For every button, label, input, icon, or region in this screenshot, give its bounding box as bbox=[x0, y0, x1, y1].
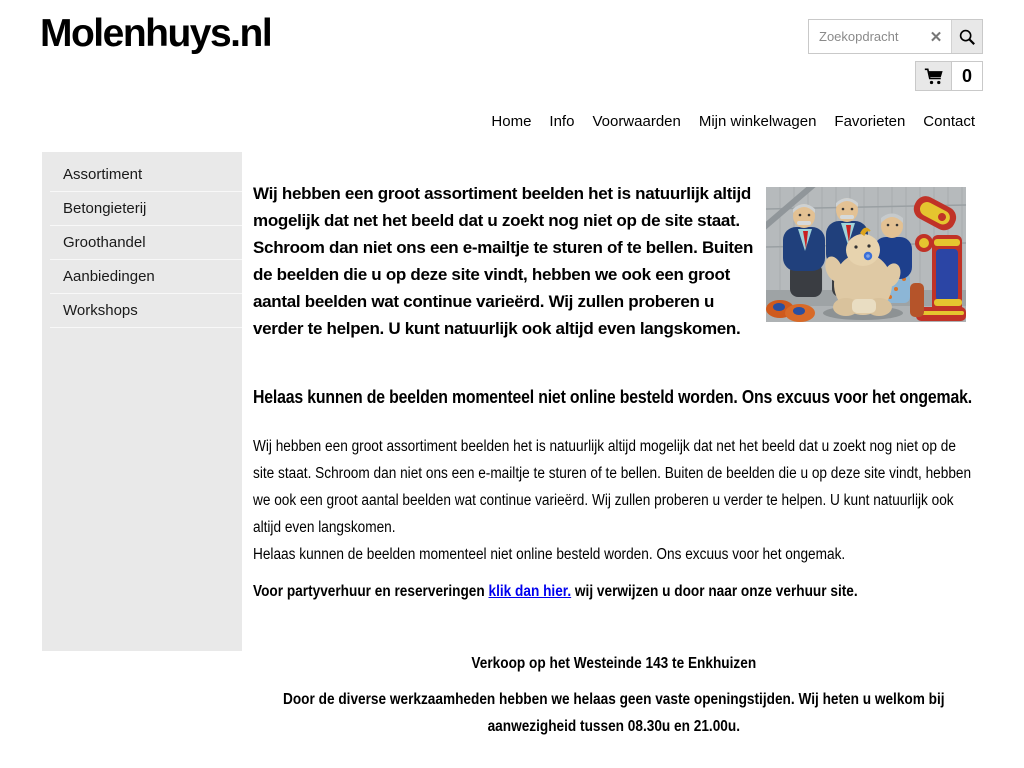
cart-icon bbox=[923, 66, 945, 86]
product-photo bbox=[766, 187, 966, 322]
intro-paragraph-bold: Wij hebben een groot assortiment beelden het is natuurlijk altijd mogelijk dat net het beeld dat u zoekt nog niet op de site staat. Schroom dan niet ons een e-mailtje te sturen of te bellen. Buiten de beelden die u op deze site vindt, hebben we ook een groot aantal beelden wat continue varieërd. Wij zullen proberen u verder te helpen. U kunt natuurlijk ook altijd even langskomen. bbox=[253, 184, 754, 338]
cart-widget bbox=[915, 61, 983, 91]
intro-row bbox=[253, 180, 975, 384]
sidebar-item-groothandel[interactable]: Groothandel bbox=[50, 226, 242, 260]
cart-button[interactable] bbox=[916, 62, 951, 90]
party-rental-line bbox=[253, 578, 975, 605]
party-rental-link[interactable]: klik dan hier. bbox=[488, 583, 572, 600]
party-text-after: wij verwijzen u door naar onze verhuur site. bbox=[571, 583, 858, 600]
sidebar-item-betongieterij[interactable]: Betongieterij bbox=[50, 192, 242, 226]
main-nav bbox=[491, 113, 975, 130]
search-icon bbox=[958, 28, 976, 46]
notice-paragraph-bold: Helaas kunnen de beelden momenteel niet online besteld worden. Ons excuus voor het ongemak. bbox=[253, 387, 972, 407]
nav-item-contact[interactable]: Contact bbox=[923, 113, 975, 130]
nav-item-favorieten[interactable]: Favorieten bbox=[834, 113, 906, 130]
main-content bbox=[253, 180, 975, 740]
footer-hours-line: Door de diverse werkzaamheden hebben we helaas geen vaste openingstijden. Wij heten u welkom bij aanwezigheid tussen 08.30u en 21.00u. bbox=[283, 691, 945, 735]
notice-paragraph-regular: Helaas kunnen de beelden momenteel niet online besteld worden. Ons excuus voor het ongemak. bbox=[253, 546, 846, 563]
nav-item-voorwaarden[interactable]: Voorwaarden bbox=[592, 113, 681, 130]
footer-address-line: Verkoop op het Westeinde 143 te Enkhuizen bbox=[471, 655, 757, 672]
sidebar-item-workshops[interactable]: Workshops bbox=[50, 294, 242, 328]
search-button[interactable] bbox=[951, 20, 982, 53]
site-logo[interactable]: Molenhuys.nl bbox=[40, 12, 272, 55]
cart-count-badge: 0 bbox=[951, 62, 982, 90]
sidebar-item-aanbiedingen[interactable]: Aanbiedingen bbox=[50, 260, 242, 294]
search-box bbox=[808, 19, 983, 54]
party-text-before: Voor partyverhuur en reserveringen bbox=[253, 583, 489, 600]
clear-search-icon[interactable]: ✕ bbox=[921, 20, 951, 53]
intro-paragraph-regular: Wij hebben een groot assortiment beelden het is natuurlijk altijd mogelijk dat net het beeld dat u zoekt nog niet op de site staat. Schroom dan niet ons een e-mailtje te sturen of te bellen. Buiten de beelden die u op deze site vindt, hebben we ook een groot aantal beelden wat continue varieërd. Wij zullen proberen u verder te helpen. U kunt natuurlijk ook altijd even langskomen. bbox=[253, 438, 972, 536]
nav-item-mijn-winkelwagen[interactable]: Mijn winkelwagen bbox=[698, 113, 817, 130]
nav-item-info[interactable]: Info bbox=[549, 113, 575, 130]
footer-block bbox=[253, 650, 975, 740]
nav-item-home[interactable]: Home bbox=[491, 113, 532, 130]
category-sidebar bbox=[42, 152, 242, 651]
sidebar-item-assortiment[interactable]: Assortiment bbox=[50, 158, 242, 192]
search-input[interactable] bbox=[809, 20, 921, 53]
